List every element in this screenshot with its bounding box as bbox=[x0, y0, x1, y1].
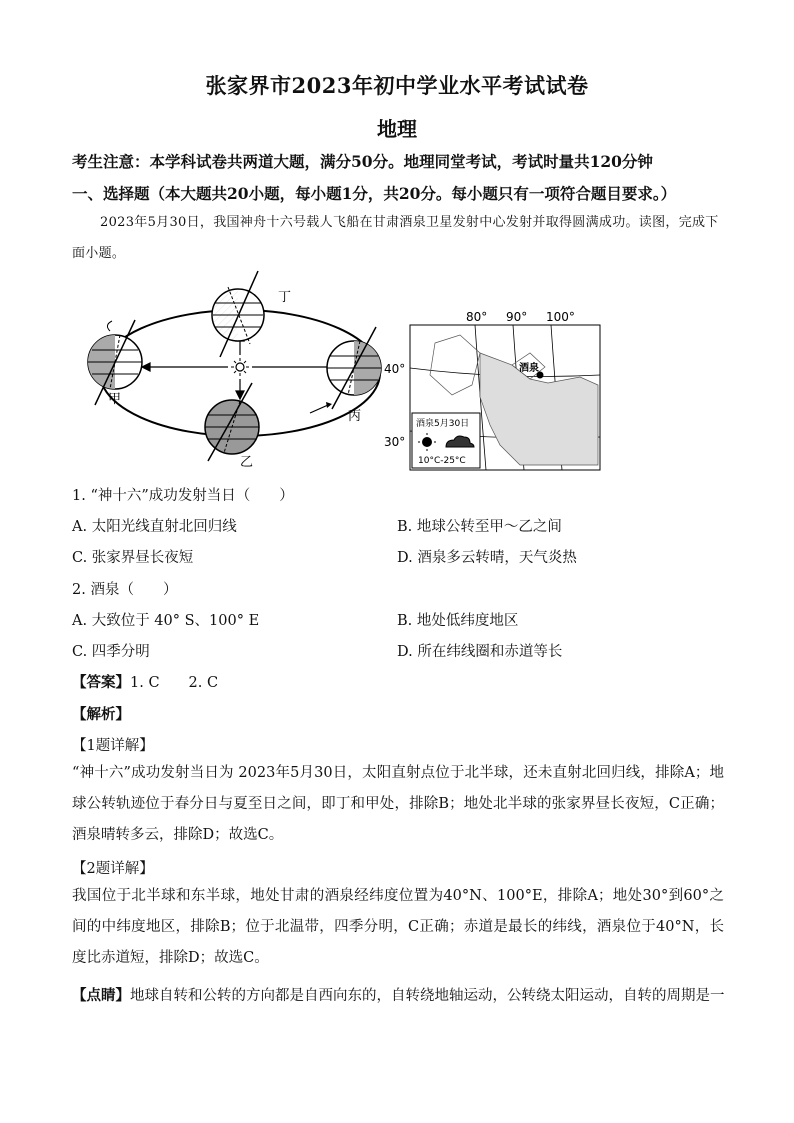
question-2-stem: 2. 酒泉（ ） bbox=[72, 582, 178, 598]
detail-1-tag: 【1题详解】 bbox=[72, 738, 154, 754]
sun-icon bbox=[231, 358, 249, 376]
subject-title: 地理 bbox=[377, 117, 417, 141]
lon-tick-100: 100° bbox=[546, 310, 575, 324]
detail-2-tag: 【2题详解】 bbox=[72, 861, 154, 877]
q1-option-b: B. 地球公转至甲～乙之间 bbox=[397, 519, 562, 535]
earth-yi bbox=[205, 383, 259, 461]
lon-tick-90: 90° bbox=[506, 310, 528, 324]
analysis-tag: 【解析】 bbox=[72, 706, 130, 723]
sun-rays bbox=[142, 333, 336, 399]
q1-option-a: A. 太阳光线直射北回归线 bbox=[72, 519, 237, 535]
label-yi: 乙 bbox=[240, 455, 254, 470]
q2-option-c: C. 四季分明 bbox=[72, 644, 150, 660]
orbit-diagram bbox=[80, 265, 400, 475]
q2-option-a: A. 大致位于 40° S、100° E bbox=[72, 613, 260, 629]
answer-text: 1. C 2. C bbox=[130, 675, 219, 691]
lat-tick-40: 40° bbox=[384, 362, 406, 376]
exam-title: 张家界市2023年初中学业水平考试试卷 bbox=[205, 73, 589, 98]
detail-1-text: “神十六”成功发射当日为 2023年5月30日，太阳直射点位于北半球，还未直射北回归线，排除A；地球公转轨迹位于春分日与夏至日之间，即丁和甲处，排除B；地处北半球的张家界昼长夜短，C正确；酒泉晴转多云，排除D；故选C。 bbox=[72, 765, 724, 843]
answer-tag: 【答案】 bbox=[72, 674, 130, 691]
orbit-direction-arrow bbox=[310, 405, 328, 413]
label-bing: 丙 bbox=[348, 409, 362, 424]
exam-notice: 考生注意：本学科试卷共两道大题，满分50分。地理同堂考试，考试时量共120分钟 bbox=[72, 152, 653, 171]
weather-inset bbox=[412, 413, 480, 468]
map-city-label: 酒泉 bbox=[519, 363, 539, 374]
q2-option-d: D. 所在纬线圈和赤道等长 bbox=[397, 644, 563, 660]
lon-tick-80: 80° bbox=[466, 310, 488, 324]
question-intro: 2023年5月30日，我国神舟十六号载人飞船在甘肃酒泉卫星发射中心发射并取得圆满成功。读图，完成下面小题。 bbox=[72, 215, 719, 261]
rotation-arrow-icon bbox=[107, 321, 112, 331]
label-jia: 甲 bbox=[108, 392, 122, 407]
answer-line bbox=[72, 671, 218, 692]
q1-option-c: C. 张家界昼长夜短 bbox=[72, 550, 194, 566]
q1-option-d: D. 酒泉多云转晴，天气炎热 bbox=[397, 550, 577, 566]
weather-title: 酒泉5月30日 bbox=[416, 419, 470, 429]
lat-tick-30: 30° bbox=[384, 435, 406, 449]
tip-line bbox=[72, 984, 725, 1005]
detail-2-text: 我国位于北半球和东半球，地处甘肃的酒泉经纬度位置为40°N、100°E，排除A；地处30°到60°之间的中纬度地区，排除B；位于北温带，四季分明，C正确；赤道是最长的纬线，酒泉位于40°N，长度比赤道短，排除D；故选C。 bbox=[72, 888, 724, 966]
weather-temp: 10°C-25°C bbox=[418, 456, 466, 466]
earth-bing bbox=[327, 327, 381, 409]
tip-text: 地球自转和公转的方向都是自西向东的，自转绕地轴运动，公转绕太阳运动，自转的周期是一 bbox=[130, 988, 725, 1004]
question-1-stem: 1. “神十六”成功发射当日（ ） bbox=[72, 488, 294, 504]
section-heading: 一、选择题（本大题共20小题，每小题1分，共20分。每小题只有一项符合题目要求。） bbox=[72, 184, 677, 203]
location-map bbox=[380, 305, 605, 475]
earth-ding bbox=[212, 271, 264, 357]
tip-tag: 【点睛】 bbox=[72, 987, 130, 1004]
label-ding: 丁 bbox=[278, 290, 292, 305]
q2-option-b: B. 地处低纬度地区 bbox=[397, 613, 519, 629]
